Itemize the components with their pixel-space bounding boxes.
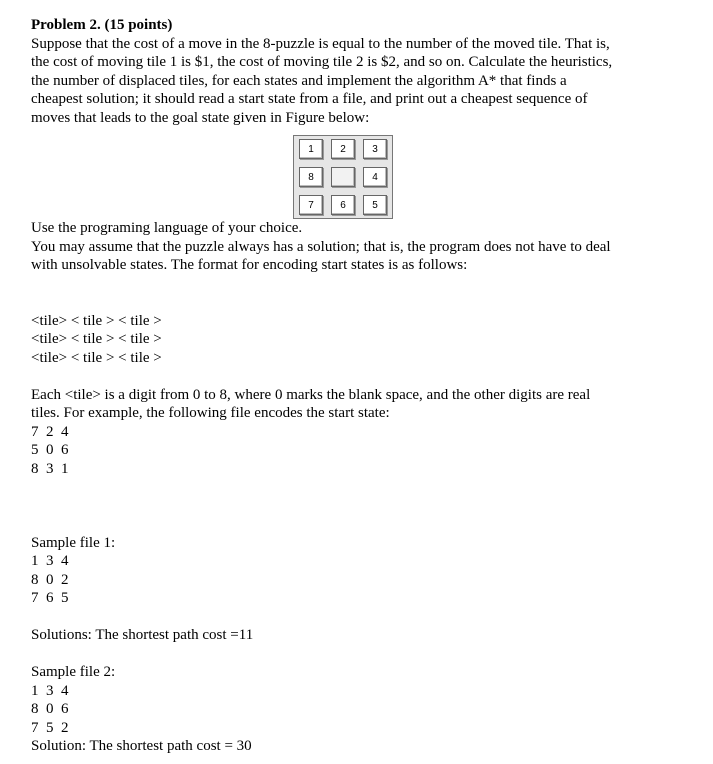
format-line: <tile> < tile > < tile >: [31, 349, 162, 366]
format-line: <tile> < tile > < tile >: [31, 331, 162, 347]
goal-tile: 8: [299, 167, 323, 187]
sample1-grid-row: 7 6 5: [31, 590, 69, 606]
sample2-label: Sample file 2:: [31, 664, 116, 680]
body-line: tiles. For example, the following file encodes the start state:: [31, 405, 390, 421]
sample1-grid-row: 1 3 4: [31, 553, 69, 569]
goal-tile: 2: [331, 139, 355, 159]
body-line: with unsolvable states. The format for encoding start states is as follows:: [31, 257, 468, 273]
intro-line: the cost of moving tile 1 is $1, the cost of moving tile 2 is $2, and so on. Calculate the heuristics,: [31, 54, 613, 70]
goal-figure: [31, 127, 671, 219]
example-grid-row: 7 2 4: [31, 423, 69, 440]
goal-tile: 7: [299, 195, 323, 215]
problem-document: [31, 16, 671, 756]
intro-line: cheapest solution; it should read a start state from a file, and print out a cheapest sequence of: [31, 91, 588, 107]
body-line: You may assume that the puzzle always has a solution; that is, the program does not have to deal: [31, 238, 611, 255]
goal-tile: 5: [363, 195, 387, 215]
example-grid-row: 5 0 6: [31, 442, 69, 458]
intro-line: the number of displaced tiles, for each states and implement the algorithm A* that finds a: [31, 72, 567, 89]
body-line: Use the programing language of your choice.: [31, 220, 303, 236]
goal-tile: 4: [363, 167, 387, 187]
intro-line: Suppose that the cost of a move in the 8-puzzle is equal to the number of the moved tile. That is,: [31, 35, 610, 52]
sample1-grid-row: 8 0 2: [31, 571, 69, 588]
problem-title: Problem 2. (15 points): [31, 17, 173, 33]
format-line: <tile> < tile > < tile >: [31, 312, 162, 329]
sample2-solution: Solution: The shortest path cost = 30: [31, 738, 252, 754]
sample2-grid-row: 8 0 6: [31, 701, 69, 717]
sample2-grid-row: 7 5 2: [31, 719, 69, 736]
goal-tile: 1: [299, 139, 323, 159]
example-grid-row: 8 3 1: [31, 460, 69, 477]
intro-line: moves that leads to the goal state given in Figure below:: [31, 109, 370, 126]
sample1-label: Sample file 1:: [31, 534, 116, 551]
goal-tile-blank: [331, 167, 355, 187]
goal-tile: 6: [331, 195, 355, 215]
sample1-solution: Solutions: The shortest path cost =11: [31, 627, 254, 643]
body-line: Each <tile> is a digit from 0 to 8, where 0 marks the blank space, and the other digits are real: [31, 386, 591, 403]
goal-tile: 3: [363, 139, 387, 159]
goal-puzzle-board: [293, 135, 393, 219]
sample2-grid-row: 1 3 4: [31, 682, 69, 699]
